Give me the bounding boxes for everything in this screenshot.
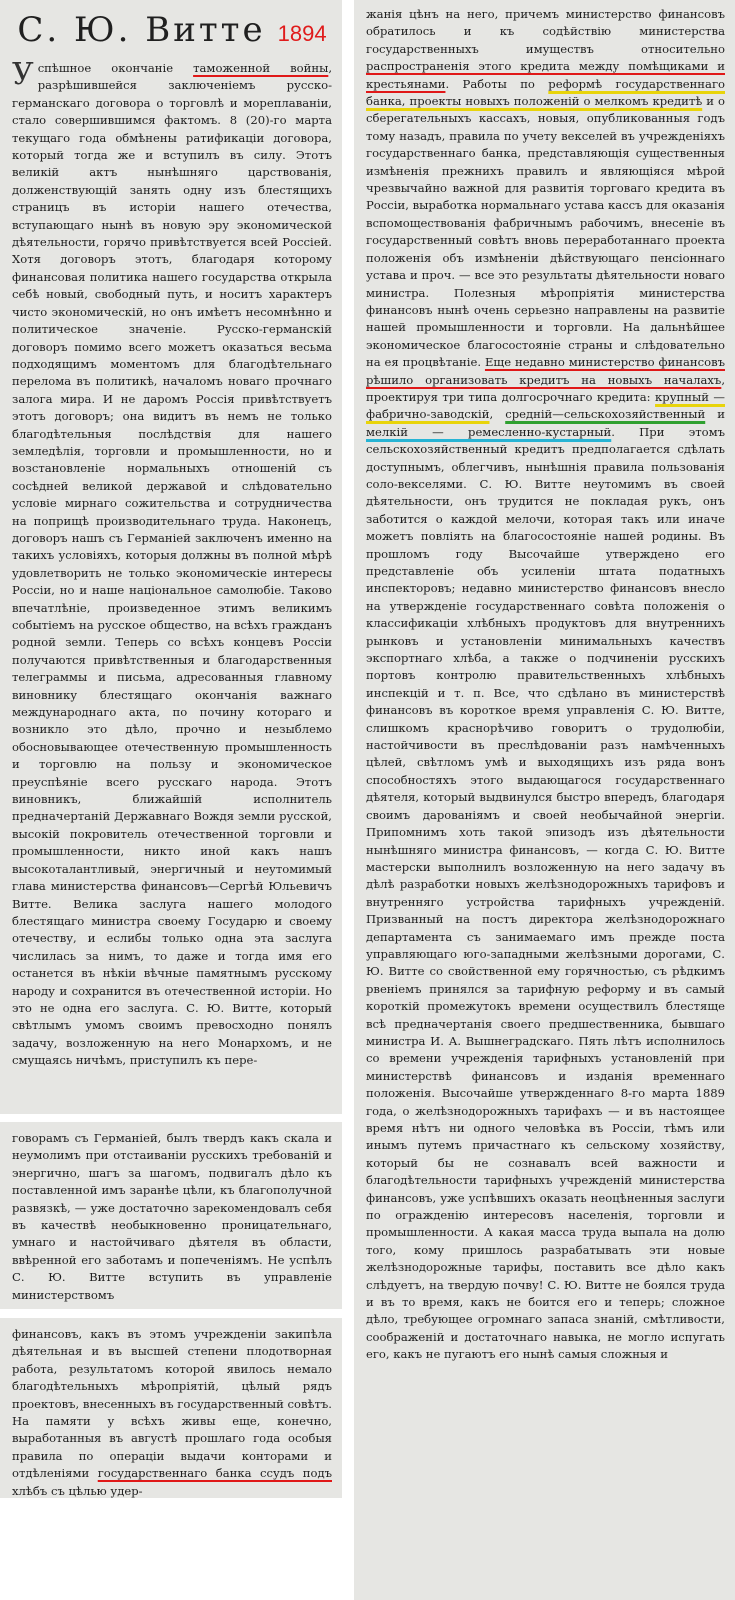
paragraph-text: . При этомъ сельскохозяйственный кредитъ предполагается сдѣлать доступнымъ, облегчивъ, нынѣшнія правила пользованія соло-векселями. С. Ю. Витте неутомимъ въ своей дѣятельности, онъ трудится не покладая рукъ, онъ заботится о каждой мелочи, которая такъ или иначе можетъ повліять на благосостояніе нашей родины. Въ прошломъ году Высочайше утверждено его представленіе объ усиленіи штата податныхъ инспекторовъ; недавно министерство финансовъ внесло на утвержденіе государственнаго совѣта положенія о классификаціи хлѣбныхъ продуктовъ для внутреннихъ рынковъ и установленіи минимальныхъ качествъ экспортнаго хлѣба, а также о подчиненіи русскихъ портовъ контролю правительственныхъ хлѣбныхъ инспекцій и т. п. Все, что сдѣлано въ министерствѣ финансовъ въ короткое время управленія С. Ю. Витте, слишкомъ краснорѣчиво говоритъ о трудолюбіи, настойчивости въ преслѣдованіи разъ намѣченныхъ цѣлей, свѣтломъ умѣ и выходящихъ изъ ряда вонъ способностяхъ этого выдающагося государственнаго дѣятеля, который выдвинулся быстро впередъ, благодаря своимъ дарованіямъ и своей необычайной энергіи. Припомнимъ хоть такой эпизодъ изъ дѣятельности нынѣшняго министра финансовъ, — когда С. Ю. Витте мастерски выполнилъ возложенную на него задачу въ дѣлѣ разработки новыхъ желѣзнодорожныхъ тарифовъ и внутренняго устройства тарифныхъ учрежденій. Призванный на постъ директора желѣзнодорожнаго департамента съ занимаемаго имъ прежде поста управляющаго юго-западными желѣзными дорогами, С. Ю. Витте со свойственной ему горячностью, съ рѣдкимъ рвеніемъ принялся за тарифную реформу и въ самый короткій промежутокъ времени осуществилъ блестяще всѣ предначертанія своего предшественника, бывшаго министра И. А. Вышнеградскаго. Пять лѣтъ исполнилось со времени учрежденія тарифныхъ установленій при министерствѣ финансовъ и изданія временнаго положенія. Высочайше утвержденнаго 8-го марта 1889 года, о желѣзнодорожныхъ тарифахъ — и въ настоящее время нѣтъ ни одного человѣка въ Россіи, тѣмъ или инымъ путемъ причастнаго къ сельскому хозяйству, который бы не сознавалъ всей важности и благодѣтельности тарифныхъ учрежденій министерства финансовъ, уже успѣвшихъ оказать неоцѣненныя заслуги по огражденію интересовъ населенія, торговли и промышленности. А какая масса труда выпала на долю того, кому пришлось разрабатывать эти новые желѣзнодорожные тарифы, поставить все дѣло какъ слѣдуетъ, на твердую почву! С. Ю. Витте не боялся труда и въ то время, какъ не боится его и теперь; сложное дѣло, требующее огромнаго запаса знаній, смѣтливости, соображеній и достаточнаго навыка, не могло испугать его, какъ не пугаютъ его нынѣ самыя сложныя и xyxy=(366,424,725,1362)
year-annotation: 1894 xyxy=(277,21,327,46)
article-text-block xyxy=(12,57,332,1070)
paragraph-text: и о сберегательныхъ кассахъ, новыя, опубликованныя годъ тому назадъ, правила по учету векселей въ учрежденіяхъ государственнаго банка, представляющія существенныя измѣненія прежнихъ правилъ и являющіяся мѣрой чрезвычайно важной для развитія торговаго кредита въ Россіи, выработка нормальнаго устава кассъ для оказанія вспомоществованія фабричнымъ рабочимъ, внесеніе въ государственный совѣтъ вновь переработаннаго проекта положенія объ измѣненіи дѣйствующаго пенсіоннаго устава и проч. — все это результаты дѣятельности новаго министра. Полезныя мѣропріятія министерства финансовъ нынѣ очень серьезно направлены на развитіе нашей промышленности и торговли. На дальнѣйшее экономическое благосостояніе страны и слѣдовательно на ея процвѣтаніе. xyxy=(366,94,726,370)
paragraph-text: жанія цѣнъ на него, причемъ министерство финансовъ обратилось и къ содѣйствію министерства государственныхъ имуществъ относительно xyxy=(366,7,725,56)
highlighted-phrase-medium-credit: средній—сельскохозяйственный xyxy=(505,407,706,422)
highlighted-phrase-new-credit: Еще недавно министерство финансовъ рѣшило организовать кредитъ на новыхъ началахъ xyxy=(366,355,725,387)
fade-edge xyxy=(354,1578,735,1600)
paragraph-text: финансовъ, какъ въ этомъ учрежденіи закипѣла дѣятельная и въ высшей степени плодотворная работа, результатомъ которой явилось немало благодѣтельныхъ мѣропріятій, цѣлый рядъ проектовъ, внесенныхъ въ государственный совѣтъ. На памяти у всѣхъ живы еще, конечно, выработанныя въ августѣ прошлаго года особыя правила по операціи выдачи конторами и отдѣленіями xyxy=(12,1327,332,1481)
paragraph-text: , разрѣшившейся заключеніемъ русско-германскаго договора о торговлѣ и мореплаваніи, стало совершившимся фактомъ. 8 (20)-го марта текущаго года обмѣнены ратификаціи договора, который тогда же и вступилъ въ силу. Этотъ великій актъ нынѣшняго царствованія, долженствующій занять одну изъ блестящихъ страницъ въ исторіи нашего отечества, вступающаго нынѣ въ новую эру экономической дѣятельности, горячо привѣтствуется всей Россіей. Хотя договоръ этотъ, благодаря которому финансовая политика нашего государства открыла себѣ новый, свободный путь, и носитъ характеръ чисто экономическій, но онъ имѣетъ несомнѣнно и политическое значеніе. Русско-германскій договоръ помимо всего можетъ оказаться весьма подходящимъ моментомъ для благодѣтельнаго перелома въ политикѣ, началомъ новаго прочнаго залога мира. И не даромъ Россія привѣтствуетъ этотъ договоръ; она видитъ въ немъ не только благодѣтельныя послѣдствія для нашего земледѣлія, торговли и промышленности, но и возстановленіе нормальныхъ отношеній съ сосѣдней великой державой и слѣдовательно условіе мирнаго сожительства и сотрудничества на поприщѣ производительнаго труда. Наконецъ, договоръ нашъ съ Германіей заключенъ именно на такихъ условіяхъ, которыя должны въ полной мѣрѣ удовлетворить не только экономическіе интересы Россіи, но и наше національное самолюбіе. Таково впечатлѣніе, произведенное этимъ великимъ событіемъ на русское общество, на всѣхъ гражданъ родной земли. Теперь со всѣхъ концевъ Россіи получаются привѣтственныя и благодарственныя телеграммы и письма, адресованныя главному виновнику блестящаго окончанія важнаго международнаго акта, по почину котораго и возникло это дѣло, прочно и незыблемо обосновывающее отечественную промышленность и торговлю на пользу и экономическое преуспѣяніе всего русскаго народа. Этотъ виновникъ, ближайшій исполнитель предначертаній Державнаго Вождя земли русской, высокій покровитель отечественной торговли и промышленности, никто иной какъ нашъ высокоталантливый, энергичный и неутомимый глава министерства финансовъ—Сергѣй Юльевичъ Витте. Велика заслуга нашего молодого блестящаго министра своему Государю и своему отечеству, и еслибы только одна эта заслуга числилась за нимъ, то даже и тогда имя его останется въ нѣкіи вѣчные памятнымъ русскому народу и сохранится въ отечественной исторіи. Но это не одна его заслуга. С. Ю. Витте, который свѣтлымъ умомъ своимъ превосходно понялъ задачу, возложенную на него Монархомъ, и не смущаясь ничѣмъ, приступилъ къ пере- xyxy=(12,61,332,1068)
highlighted-phrase-large-credit: крупный — фабрично-заводскій xyxy=(366,389,725,422)
article-column-left-bottom xyxy=(0,1318,342,1498)
article-header xyxy=(12,10,332,50)
article-text-block xyxy=(366,6,725,1364)
paragraph-text: , проектируя три типа долгосрочнаго кредита: xyxy=(366,372,725,404)
highlighted-phrase-grain-loans: государственнаго банка ссудъ подъ хлѣбъ xyxy=(12,1466,332,1498)
highlighted-phrase-credit-landowners: распространенія этого кредита между помѣщиками и крестьянами xyxy=(366,59,725,91)
drop-cap: У xyxy=(12,57,34,92)
article-column-left-top xyxy=(0,0,342,1114)
paragraph-text: . Работы по xyxy=(445,76,549,91)
highlighted-phrase-customs-war: таможенной войны xyxy=(193,61,329,75)
article-column-left-middle xyxy=(0,1122,342,1309)
paragraph-text: спѣшное окончаніе xyxy=(37,61,194,75)
paragraph-text: говорамъ съ Германіей, былъ твердъ какъ скала и неумолимъ при отстаиваніи русскихъ требованій и энергично, шагъ за шагомъ, подвигалъ дѣло къ поставленной имъ заранѣе цѣли, къ благополучной развязкѣ, — уже достаточно зарекомендовалъ себя въ качествѣ необыкновенно проницательнаго, умнаго и настойчиваго дѣятеля въ области, ввѣренной его заботамъ и попеченіямъ. Не успѣлъ С. Ю. Витте вступить въ управленіе министерствомъ xyxy=(12,1131,332,1302)
article-column-right xyxy=(354,0,735,1600)
paragraph-text: съ цѣлью удер- xyxy=(47,1483,143,1498)
article-text-block xyxy=(12,1130,332,1304)
paragraph-text: и xyxy=(705,407,725,422)
highlighted-phrase-bank-reform: реформѣ государственнаго банка, проекты новыхъ положеній о мелкомъ кредитѣ xyxy=(366,76,725,109)
fade-edge xyxy=(0,1092,342,1114)
paragraph-text: , xyxy=(489,407,506,422)
highlighted-phrase-small-credit: мелкій — ремесленно-кустарный xyxy=(366,424,612,439)
article-text-block xyxy=(12,1326,332,1498)
article-title: С. Ю. Витте xyxy=(17,10,266,50)
